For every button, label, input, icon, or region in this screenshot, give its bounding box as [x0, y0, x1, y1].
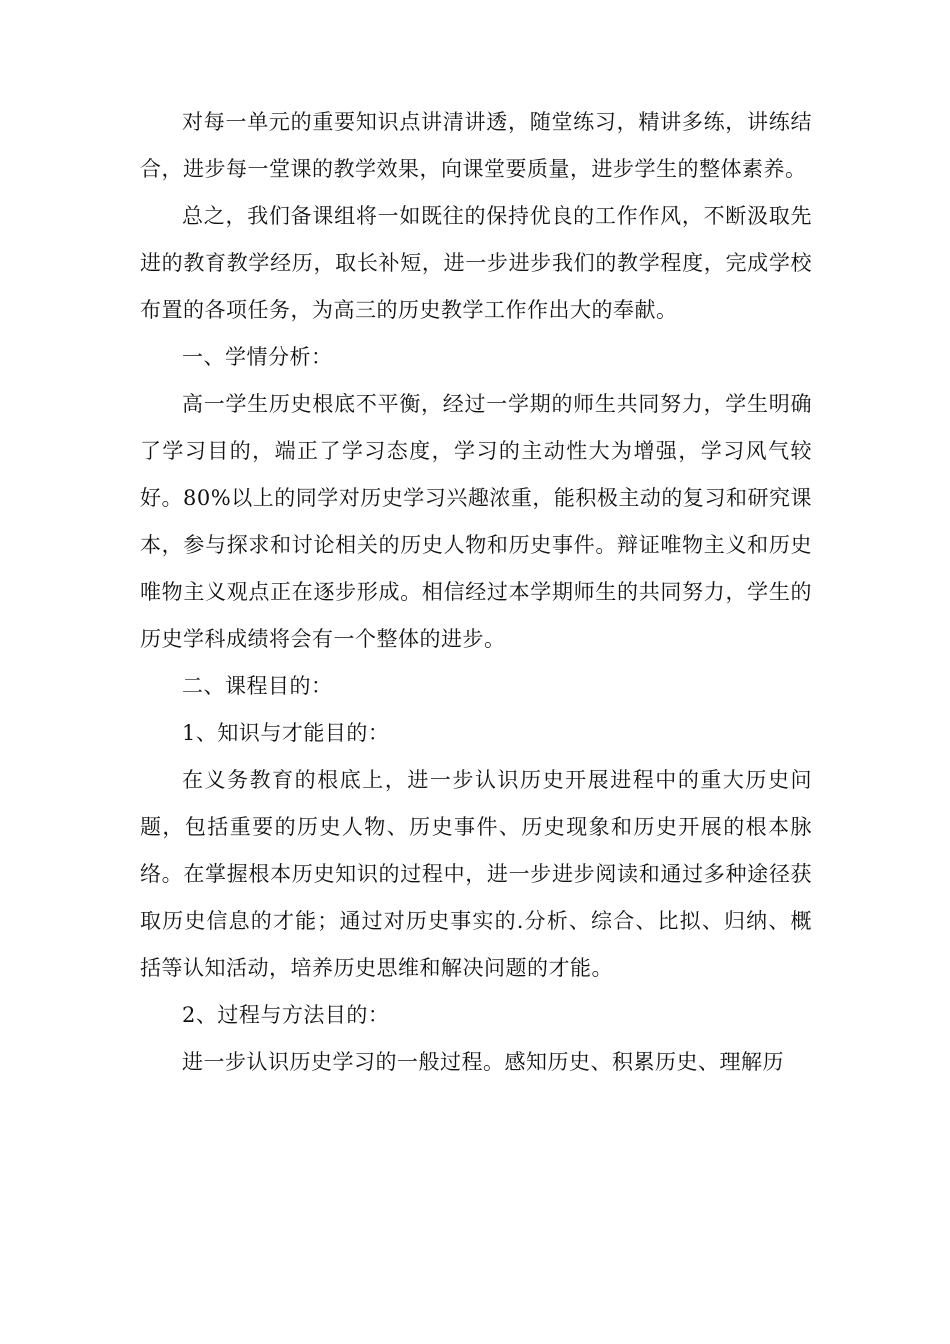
subheading-process-goals: 2、过程与方法目的： — [182, 1003, 390, 1027]
paragraph-process-goals: 进一步认识历史学习的一般过程。感知历史、积累历史、理解历 — [182, 1050, 784, 1074]
paragraph-knowledge-goals: 在义务教育的根底上，进一步认识历史开展进程中的重大历史问题，包括重要的历史人物、历史事件、历史现象和历史开展的根本脉络。在掌握根本历史知识的过程中，进一步进步阅读和通过多种途径获取历史信息的才能；通过对历史事实的.分析、综合、比拟、归纳、概括等认知活动，培养历史思维和解决问题的才能。 — [140, 768, 812, 980]
subheading-knowledge-goals: 1、知识与才能目的： — [182, 721, 390, 745]
heading-student-analysis: 一、学情分析： — [182, 345, 333, 369]
paragraph-student-analysis: 高一学生历史根底不平衡，经过一学期的师生共同努力，学生明确了学习目的，端正了学习态度，学习的主动性大为增强，学习风气较好。80%以上的同学对历史学习兴趣浓重，能积极主动的复习和研究课本，参与探求和讨论相关的历史人物和历史事件。辩证唯物主义和历史唯物主义观点正在逐步形成。相信经过本学期师生的共同努力，学生的历史学科成绩将会有一个整体的进步。 — [140, 392, 812, 651]
document-body — [140, 99, 812, 1086]
paragraph-teaching-method: 对每一单元的重要知识点讲清讲透，随堂练习，精讲多练，讲练结合，进步每一堂课的教学效果，向课堂要质量，进步学生的整体素养。 — [140, 110, 812, 181]
heading-course-goals: 二、课程目的： — [182, 674, 333, 698]
paragraph-summary: 总之，我们备课组将一如既往的保持优良的工作作风，不断汲取先进的教育教学经历，取长补短，进一步进步我们的教学程度，完成学校布置的各项任务，为高三的历史教学工作作出大的奉献。 — [140, 204, 812, 322]
